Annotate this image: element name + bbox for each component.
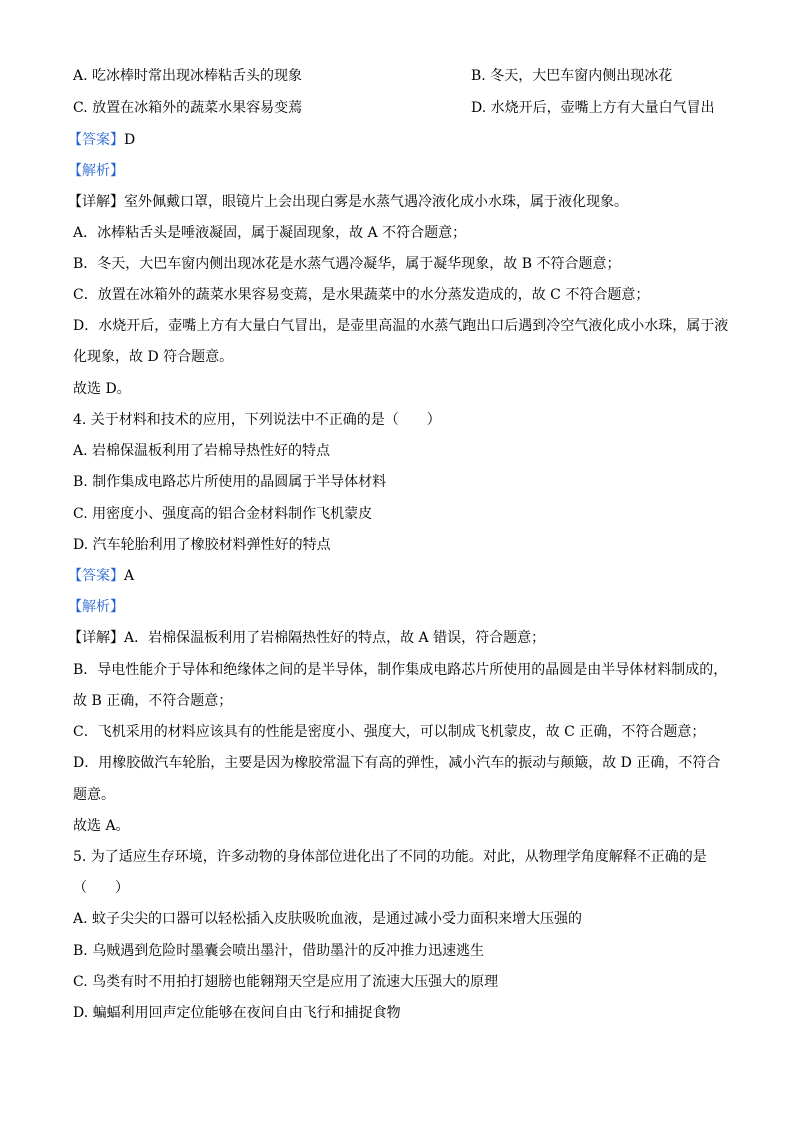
q4-detail xyxy=(68,628,733,648)
detail-tag: 【详解】 xyxy=(68,194,124,210)
q3-option-d: D. 水烧开后，壶嘴上方有大量白气冒出 xyxy=(471,100,715,116)
q3-analysis xyxy=(68,161,733,181)
q5-option-b: B. 乌贼遇到危险时墨囊会喷出墨汁，借助墨汁的反冲推力迅速逃生 xyxy=(73,943,485,959)
q3-answer xyxy=(68,130,733,150)
q3-line: D．水烧开后，壶嘴上方有大量白气冒出，是壶里高温的水蒸气跑出口后遇到冷空气液化成小水珠，属于液 xyxy=(73,318,729,334)
q3-line: B．冬天，大巴车窗内侧出现冰花是水蒸气遇冷凝华，属于凝华现象，故 B 不符合题意； xyxy=(73,256,621,272)
answer-tag: 【答案】 xyxy=(68,568,124,584)
q4-answer xyxy=(68,566,733,586)
answer-value: D xyxy=(124,132,136,148)
answer-tag: 【答案】 xyxy=(68,132,124,148)
answer-value: A xyxy=(124,568,135,584)
q4-line: D．用橡胶做汽车轮胎，主要是因为橡胶常温下有高的弹性，减小汽车的振动与颠簸，故 D 正确，不符合 xyxy=(73,755,721,771)
q3-line: C．放置在冰箱外的蔬菜水果容易变蔫，是水果蔬菜中的水分蒸发造成的，故 C 不符合题意； xyxy=(73,287,650,303)
detail-text: A．岩棉保温板利用了岩棉隔热性好的特点，故 A 错误，符合题意； xyxy=(124,630,546,646)
q4-analysis xyxy=(68,597,733,617)
q3-option-b: B. 冬天，大巴车窗内侧出现冰花 xyxy=(471,68,673,84)
q4-line: 故选 A。 xyxy=(73,818,130,834)
q4-line: C．飞机采用的材料应该具有的性能是密度小、强度大，可以制成飞机蒙皮，故 C 正确，不符合题意； xyxy=(73,724,706,740)
q3-option-c: C. 放置在冰箱外的蔬菜水果容易变蔫 xyxy=(73,100,303,116)
analysis-tag: 【解析】 xyxy=(68,163,124,179)
q3-line: 化现象，故 D 符合题意。 xyxy=(73,349,234,365)
q4-option-a: A. 岩棉保温板利用了岩棉导热性好的特点 xyxy=(73,443,331,459)
detail-text: 室外佩戴口罩，眼镜片上会出现白雾是水蒸气遇冷液化成小水珠，属于液化现象。 xyxy=(124,194,628,210)
q4-stem: 4. 关于材料和技术的应用，下列说法中不正确的是（ ） xyxy=(73,412,441,428)
q4-line: 题意。 xyxy=(73,787,115,803)
q5-stem: 5. 为了适应生存环境，许多动物的身体部位进化出了不同的功能。对此，从物理学角度解释不正确的是 xyxy=(73,849,707,865)
q4-option-c: C. 用密度小、强度高的铝合金材料制作飞机蒙皮 xyxy=(73,506,373,522)
q5-option-a: A. 蚊子尖尖的口器可以轻松插入皮肤吸吮血液，是通过减小受力面积来增大压强的 xyxy=(73,911,583,927)
analysis-tag: 【解析】 xyxy=(68,599,124,615)
q3-option-a: A. 吃冰棒时常出现冰棒粘舌头的现象 xyxy=(73,68,303,84)
q4-option-b: B. 制作集成电路芯片所使用的晶圆属于半导体材料 xyxy=(73,474,387,490)
q4-line: B．导电性能介于导体和绝缘体之间的是半导体，制作集成电路芯片所使用的晶圆是由半导体材料制成的， xyxy=(73,662,728,678)
q3-options-row2 xyxy=(73,98,733,118)
detail-tag: 【详解】 xyxy=(68,630,124,646)
q4-option-d: D. 汽车轮胎利用了橡胶材料弹性好的特点 xyxy=(73,537,331,553)
q3-options-row1 xyxy=(73,66,733,86)
q5-stem-blank: （ ） xyxy=(73,880,129,896)
q5-option-d: D. 蝙蝠利用回声定位能够在夜间自由飞行和捕捉食物 xyxy=(73,1005,401,1021)
q3-line: A．冰棒粘舌头是唾液凝固，属于凝固现象，故 A 不符合题意； xyxy=(73,225,467,241)
q3-line: 故选 D。 xyxy=(73,381,131,397)
q5-option-c: C. 鸟类有时不用拍打翅膀也能翱翔天空是应用了流速大压强大的原理 xyxy=(73,974,499,990)
q3-detail xyxy=(68,192,733,212)
q4-line: 故 B 正确，不符合题意； xyxy=(73,693,233,709)
